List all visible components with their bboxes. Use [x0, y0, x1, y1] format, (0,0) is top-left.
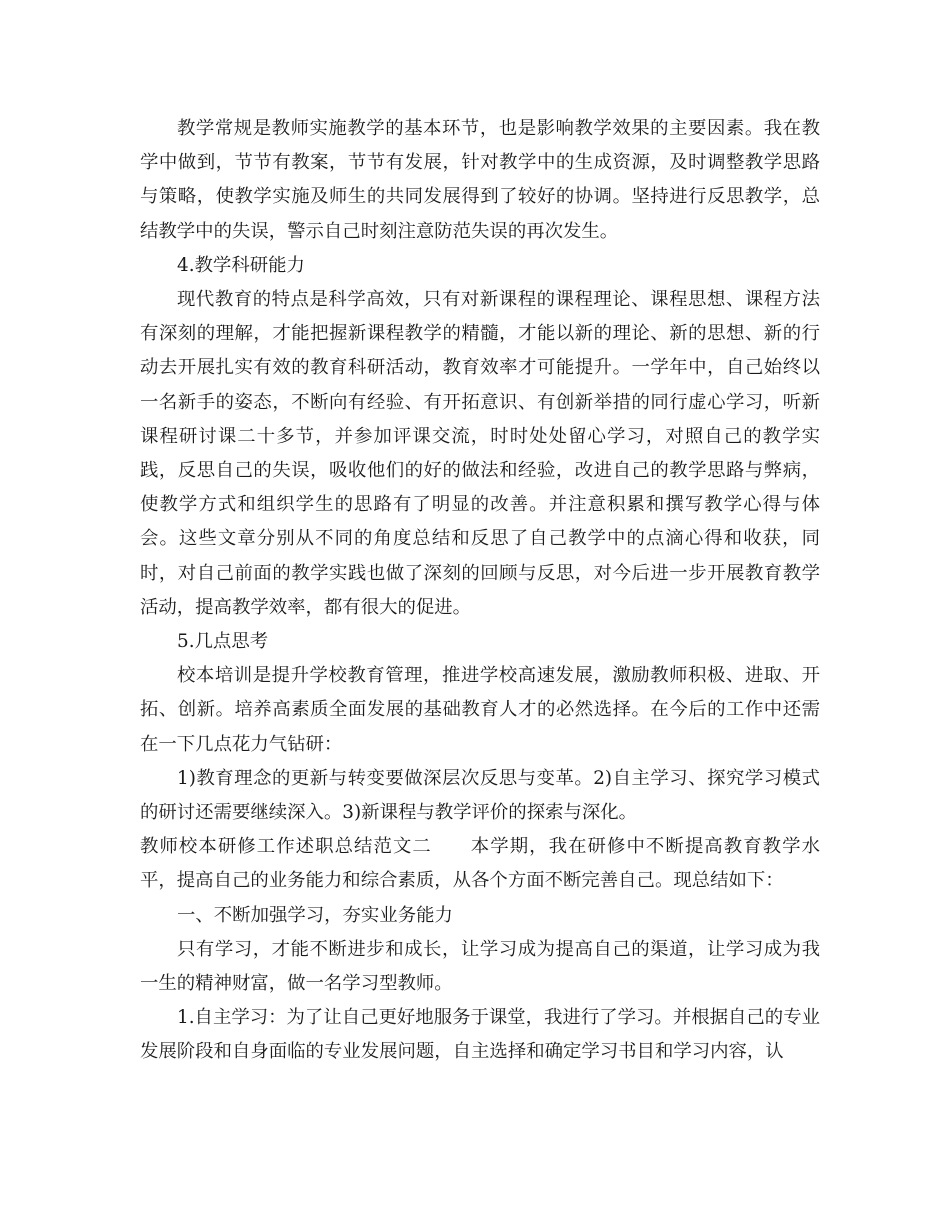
paragraph-numbered-points: 1)教育理念的更新与转变要做深层次反思与变革。2)自主学习、探究学习模式的研讨还需要继续深入。3)新课程与教学评价的探索与深化。: [140, 767, 820, 824]
heading-research-ability: 4.教学科研能力: [177, 254, 305, 276]
heading-strengthen-learning: 一、不断加强学习，夯实业务能力: [177, 904, 453, 926]
paragraph-self-study: 1.自主学习：为了让自己更好地服务于课堂，我进行了学习。并根据自己的专业发展阶段和自身面临的专业发展问题，自主选择和确定学习书目和学习内容，认: [140, 1007, 820, 1063]
paragraph-modern-education: 现代教育的特点是科学高效，只有对新课程的课程理论、课程思想、课程方法有深刻的理解，才能把握新课程教学的精髓，才能以新的理论、新的思想、新的行动去开展扎实有效的教育科研活动，教育效率才可能提升。一学年中，自己始终以一名新手的姿态，不断向有经验、有开拓意识、有创新举措的同行虚心学习，听新课程研讨课二十多节，并参加评课交流，时时处处留心学习，对照自己的教学实践，反思自己的失误，吸收他们的好的做法和经验，改进自己的教学思路与弊病，使教学方式和组织学生的思路有了明显的改善。并注意积累和撰写教学心得与体会。这些文章分别从不同的角度总结和反思了自己教学中的点滴心得和收获，同时，对自己前面的教学实践也做了深刻的回顾与反思，对今后进一步开展教育教学活动，提高教学效率，都有很大的促进。: [140, 289, 820, 618]
paragraph-sample-two-intro: 教师校本研修工作述职总结范文二 本学期，我在研修中不断提高教育教学水平，提高自己的业务能力和综合素质，从各个方面不断完善自己。现总结如下：: [140, 836, 820, 892]
paragraph-school-training: 校本培训是提升学校教育管理，推进学校高速发展，激励教师积极、进取、开拓、创新。培养高素质全面发展的基础教育人才的必然选择。在今后的工作中还需在一下几点花力气钻研：: [140, 665, 820, 755]
paragraph-only-learning: 只有学习，才能不断进步和成长，让学习成为提高自己的渠道，让学习成为我一生的精神财富，做一名学习型教师。: [140, 938, 820, 995]
document-body: [140, 112, 820, 1070]
paragraph-teaching-routine: 教学常规是教师实施教学的基本环节，也是影响教学效果的主要因素。我在教学中做到，节节有教案，节节有发展，针对教学中的生成资源，及时调整教学思路与策略，使教学实施及师生的共同发展得到了较好的协调。坚持进行反思教学，总结教学中的失误，警示自己时刻注意防范失误的再次发生。: [140, 118, 820, 242]
heading-reflections: 5.几点思考: [177, 631, 269, 653]
